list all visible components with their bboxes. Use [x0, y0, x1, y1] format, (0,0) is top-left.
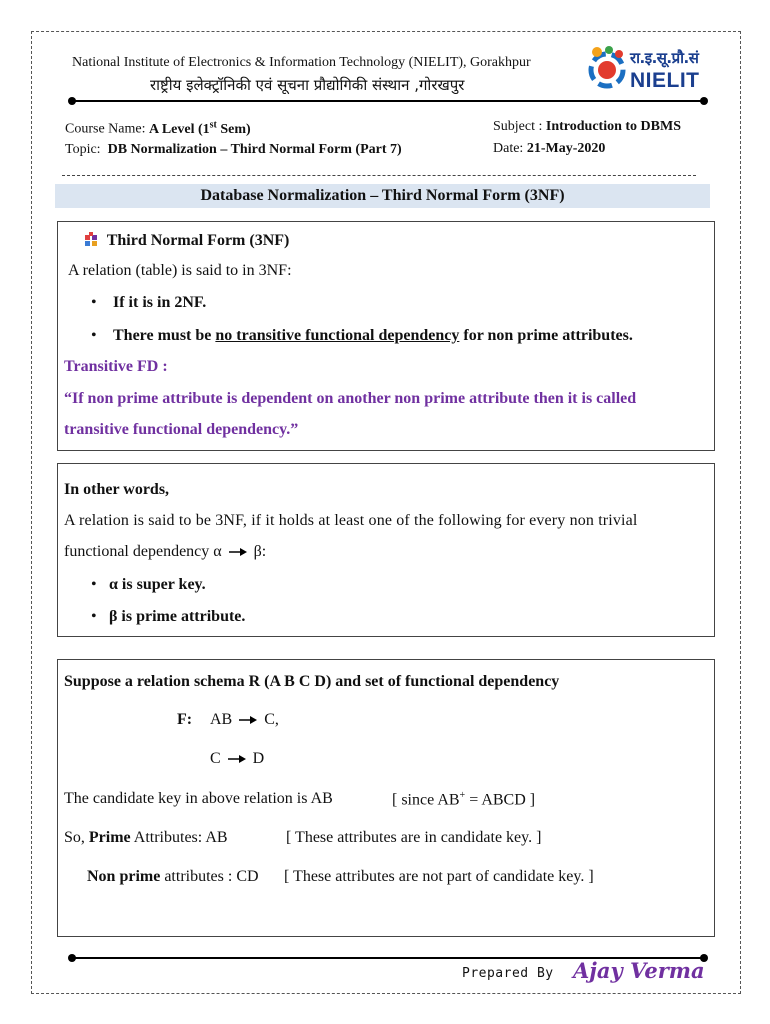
bullet-dot: •	[91, 608, 97, 625]
topic-label: Topic:	[65, 142, 101, 157]
logo-hindi-text: रा.इ.सू.प्रौ.सं	[630, 49, 699, 67]
prime-pre: So,	[64, 829, 89, 846]
nielit-swirl-icon	[585, 44, 629, 94]
candidate-key-line: The candidate key in above relation is AB	[64, 790, 333, 807]
nonprime-post: attributes : CD	[160, 868, 259, 885]
nonprime-note: [ These attributes are not part of candidate key. ]	[284, 868, 594, 885]
rule-dot-right	[700, 97, 708, 105]
prime-attributes-line	[64, 829, 228, 847]
section-example	[57, 659, 715, 937]
page-title: Database Normalization – Third Normal Form (3NF)	[55, 184, 710, 208]
header-rule	[70, 100, 706, 102]
author-signature: Ajay Verma	[573, 958, 705, 983]
fd2-left: C	[210, 750, 221, 767]
institute-name-english: National Institute of Electronics & Information Technology (NIELIT), Gorakhpur	[72, 55, 531, 70]
course-value-sup: st	[209, 119, 217, 130]
ck-note-post: = ABCD ]	[465, 791, 536, 809]
course-value-text: A Level (1	[148, 121, 210, 137]
section2-heading: In other words,	[64, 481, 170, 498]
fd1	[210, 711, 279, 729]
tfd-label: Transitive FD :	[64, 358, 168, 375]
course-label: Course Name:	[65, 121, 146, 137]
section2-bullet2: β is prime attribute.	[109, 608, 246, 625]
prime-note: [ These attributes are in candidate key. ]	[286, 829, 542, 846]
bullet2-post: for non prime attributes.	[459, 327, 633, 344]
logo-english-text: NIELIT	[630, 69, 700, 92]
ck-note-pre: [ since AB	[392, 791, 460, 809]
rule-dot-left	[68, 954, 76, 962]
section1-bullet1: If it is in 2NF.	[113, 294, 207, 311]
prime-bold: Prime	[88, 829, 131, 846]
date	[493, 141, 605, 157]
bullet-dot: •	[91, 576, 97, 593]
prepared-by-label: Prepared By	[462, 966, 554, 981]
section-3nf-definition	[57, 221, 715, 451]
course-value-tail: Sem)	[216, 121, 251, 137]
section1-bullet2	[113, 327, 633, 345]
section1-intro: A relation (table) is said to in 3NF:	[68, 262, 292, 279]
section2-line2	[64, 543, 266, 561]
section1-heading: Third Normal Form (3NF)	[106, 232, 290, 249]
subject-value: Introduction to DBMS	[545, 119, 681, 134]
bullet-dot: •	[91, 294, 97, 311]
section3-heading: Suppose a relation schema R (A B C D) and set of functional dependency	[64, 673, 560, 690]
topic-value: DB Normalization – Third Normal Form (Part 7)	[107, 142, 402, 157]
tfd-definition-line2: transitive functional dependency.”	[64, 421, 299, 438]
section2-bullet1: α is super key.	[109, 576, 206, 593]
fd2	[210, 750, 264, 768]
date-value: 21-May-2020	[526, 141, 606, 156]
meta-divider	[62, 175, 696, 176]
fd-alpha: functional dependency α	[64, 543, 222, 560]
fd-set-label: F:	[177, 711, 193, 728]
rule-dot-left	[68, 97, 76, 105]
date-label: Date:	[493, 141, 524, 156]
bullet-dot: •	[91, 327, 97, 344]
candidate-key-note	[392, 790, 535, 809]
ck-note-sup: +	[459, 790, 466, 801]
fd1-right: C,	[264, 711, 279, 728]
arrow-right-icon	[238, 715, 258, 725]
arrow-right-icon	[228, 547, 248, 557]
nielit-logo	[585, 42, 700, 100]
bullet2-pre: There must be	[113, 327, 216, 344]
bullet2-underline: no transitive functional dependency	[215, 327, 460, 344]
subject-label: Subject :	[493, 119, 543, 134]
subject	[493, 119, 681, 135]
nonprime-bold: Non prime	[87, 868, 161, 885]
institute-name-hindi: राष्ट्रीय इलेक्ट्रॉनिकी एवं सूचना प्रौद्योगिकी संस्थान ,गोरखपुर	[150, 76, 465, 94]
fd1-left: AB	[210, 711, 233, 728]
course-value	[148, 119, 251, 137]
section2-line1: A relation is said to be 3NF, if it holds at least one of the following for every non trivial	[64, 512, 638, 529]
topic	[65, 142, 402, 158]
fd-beta: β:	[253, 543, 267, 560]
fd2-right: D	[252, 750, 265, 767]
prime-post: Attributes: AB	[130, 829, 228, 846]
course-name	[65, 119, 251, 138]
tfd-definition-line1: “If non prime attribute is dependent on another non prime attribute then it is called	[64, 390, 637, 407]
arrow-right-icon	[227, 754, 247, 764]
nonprime-attributes-line	[87, 868, 259, 886]
section-other-words	[57, 463, 715, 637]
diamond-bullet-icon	[84, 232, 99, 246]
section1-heading-row	[84, 232, 289, 250]
